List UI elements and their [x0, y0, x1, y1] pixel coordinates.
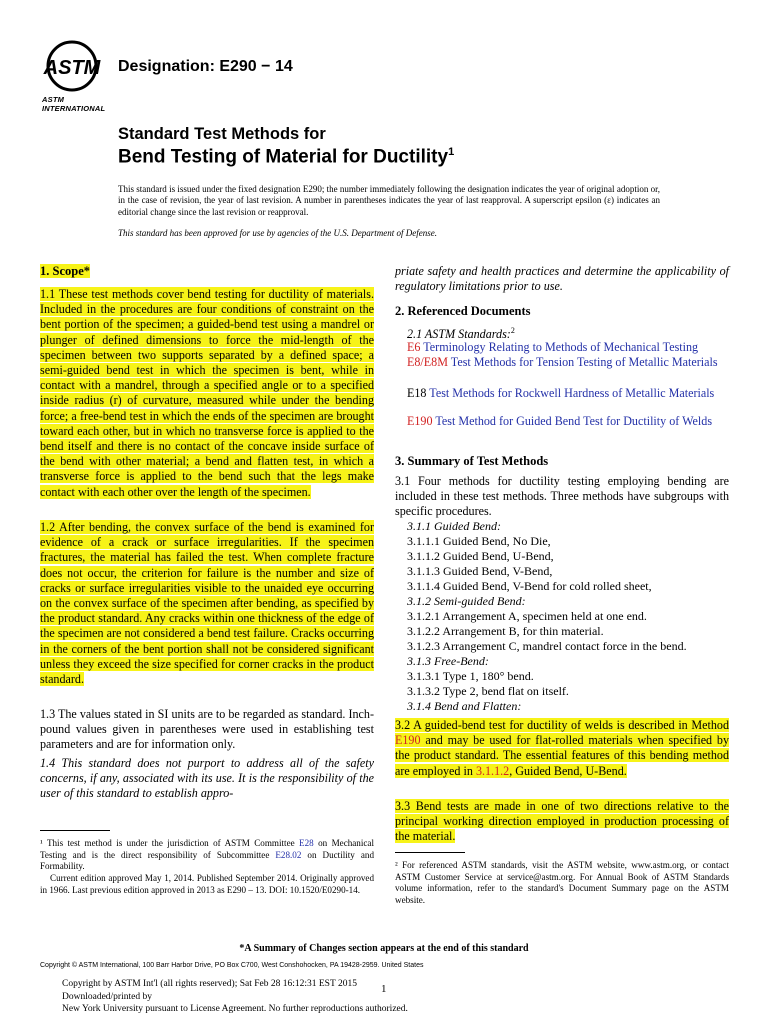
list-item: 3.1.1.1 Guided Bend, No Die, — [407, 534, 551, 548]
title-line1: Standard Test Methods for — [118, 125, 326, 143]
list-item: 3.1.3.2 Type 2, bend flat on itself. — [407, 684, 569, 698]
dod-note: This standard has been approved for use by agencies of the U.S. Department of Defense. — [118, 228, 438, 238]
link-3-1-1-2[interactable]: 3.1.1.2 — [475, 763, 510, 778]
para-3-2: 3.2 A guided-bend test for ductility of welds is described in Method E190 and may be used for flat-rolled materials when specified by the product standard. The essential features of this bending method are employed in 3.1.1.2, Guided Bend, U-Bend. — [395, 718, 729, 778]
para-1-4: 1.4 This standard does not purport to address all of the safety concerns, if any, associated with its use. It is the responsibility of the user of this standard to establish appro- — [40, 756, 374, 801]
para-1-1: 1.1 These test methods cover bend testing for ductility of materials. Included in the procedures are four conditions of constraint on the bent portion of the specimen; a guided-bend test using a mandrel or plunger of defined dimensions to force the mid-length of the specimen between two supports separated by a defined space; a semi-guided bend test in which the specimen is bent, while in contact with a mandrel, through a specified angle or to a specified inside radius (r) of curvature, measured while under the bending force; a free-bend test in which the ends of the specimen are brought toward each other, but in which no transverse force is applied to the bend itself and there is no contact of the concave inside surface of the bend with other material; a bend and flatten test, in which a transverse force is applied to the bend such that the legs make contact with each other over the length of the specimen. — [40, 287, 374, 499]
summary-note: *A Summary of Changes section appears at the end of this standard — [239, 943, 529, 954]
list-item: 3.1.3.1 Type 1, 180° bend. — [407, 669, 534, 683]
footnote-1: ¹ This test method is under the jurisdiction of ASTM Committee E28 on Mechanical Testing and is the direct responsibility of Subcommittee E28.02 on Ductility and Formability. — [40, 838, 375, 872]
para-1-4-cont: priate safety and health practices and determine the applicability of regulatory limitations prior to use. — [395, 264, 729, 294]
link-e28-02[interactable]: E28.02 — [275, 849, 302, 860]
list-item: 3.1.2 Semi-guided Bend: — [407, 594, 526, 608]
list-item: 3.1.2.2 Arrangement B, for thin material. — [407, 624, 604, 638]
para-3-3: 3.3 Bend tests are made in one of two directions relative to the principal working direction employed in production processing of the material. — [395, 799, 729, 844]
scope-heading: 1. Scope* — [40, 264, 90, 278]
list-item: 3.1.1.4 Guided Bend, V-Bend for cold rolled sheet, — [407, 579, 652, 593]
para-3-1: 3.1 Four methods for ductility testing employing bending are included in these test methods. Three methods have subgroups with specific procedures. — [395, 474, 729, 519]
footnote-1-edition: Current edition approved May 1, 2014. Published September 2014. Originally approved in 1966. Last previous edition approved in 2013 as E290 – 13. DOI: 10.1520/E0290-14. — [40, 873, 374, 895]
list-item: 3.1.4 Bend and Flatten: — [407, 699, 522, 713]
list-item: 3.1.1.2 Guided Bend, U-Bend, — [407, 549, 554, 563]
list-item: 3.1.2.3 Arrangement C, mandrel contact force in the bend. — [407, 639, 687, 653]
ref-heading: 2. Referenced Documents — [395, 304, 531, 318]
ref-e6[interactable]: E6 Terminology Relating to Methods of Mechanical Testing — [407, 340, 699, 354]
list-item: 3.1.2.1 Arrangement A, specimen held at one end. — [407, 609, 647, 623]
license-block: Copyright by ASTM Int'l (all rights reserved); Sat Feb 28 16:12:31 EST 2015 Downloaded/printed by New York University pursuant to License Agreement. No further reproductions authorized. — [62, 979, 408, 1014]
footnote-2: ² For referenced ASTM standards, visit the ASTM website, www.astm.org, or contact ASTM Customer Service at service@astm.org. For Annual Book of ASTM Standards volume information, refer to the standard's Document Summary page on the ASTM website. — [395, 860, 729, 905]
list-item: 3.1.1 Guided Bend: — [407, 519, 501, 533]
designation: Designation: E290 − 14 — [118, 58, 293, 75]
ref-e190[interactable]: E190 Test Method for Guided Bend Test for Ductility of Welds — [407, 414, 713, 428]
list-item: 3.1.3 Free-Bend: — [407, 654, 489, 668]
list-item: 3.1.1.3 Guided Bend, V-Bend, — [407, 564, 553, 578]
astm-logo — [40, 38, 112, 113]
link-e190[interactable]: E190 — [395, 733, 421, 748]
ref-e8[interactable]: E8/E8M Test Methods for Tension Testing of Metallic Materials — [407, 355, 718, 369]
copyright: Copyright © ASTM International, 100 Barr Harbor Drive, PO Box C700, West Conshohocken, PA 19428-2959. United States — [40, 962, 424, 969]
svg-text:ASTM: ASTM — [43, 57, 101, 79]
footnote-rule — [40, 830, 110, 831]
intro-text: This standard is issued under the fixed designation E290; the number immediately following the designation indicates the year of original adoption or, in the case of revision, the year of last revision. A number in parentheses indicates the year of last reapproval. A superscript epsilon (ε) indicates an editorial change since the last revision or reapproval. — [118, 184, 660, 217]
title-line2: Bend Testing of Material for Ductility$^1$ — [118, 146, 455, 168]
ref-e18[interactable]: E18 Test Methods for Rockwell Hardness of Metallic Materials — [407, 386, 715, 400]
para-1-2: 1.2 After bending, the convex surface of the bend is examined for evidence of a crack or surface irregularities. If the specimen fractures, the material has failed the test. When complete fracture does not occur, the criterion for failure is the number and size of cracks or surface irregularities visible to the unaided eye occurring on the convex surface of the specimen after bending, as specified by the product standard. Any cracks within one thickness of the edge of the specimen are not considered a bend test failure. Cracks occurring in the corners of the bent portion shall not be considered significant unless they exceed the size specified for corner cracks in the product standard. — [40, 520, 374, 687]
para-1-3: 1.3 The values stated in SI units are to be regarded as standard. Inch-pound values given in parentheses were used in establishing test parameters and are for information only. — [40, 707, 374, 752]
astm-standards-label: 2.1 ASTM Standards:$^2$ — [407, 326, 515, 342]
logo-text: ASTM INTERNATIONAL — [42, 95, 106, 113]
link-e28[interactable]: E28 — [299, 838, 314, 848]
footnote-rule — [395, 852, 465, 853]
page-number: 1 — [381, 983, 387, 995]
summary-heading: 3. Summary of Test Methods — [395, 454, 549, 468]
